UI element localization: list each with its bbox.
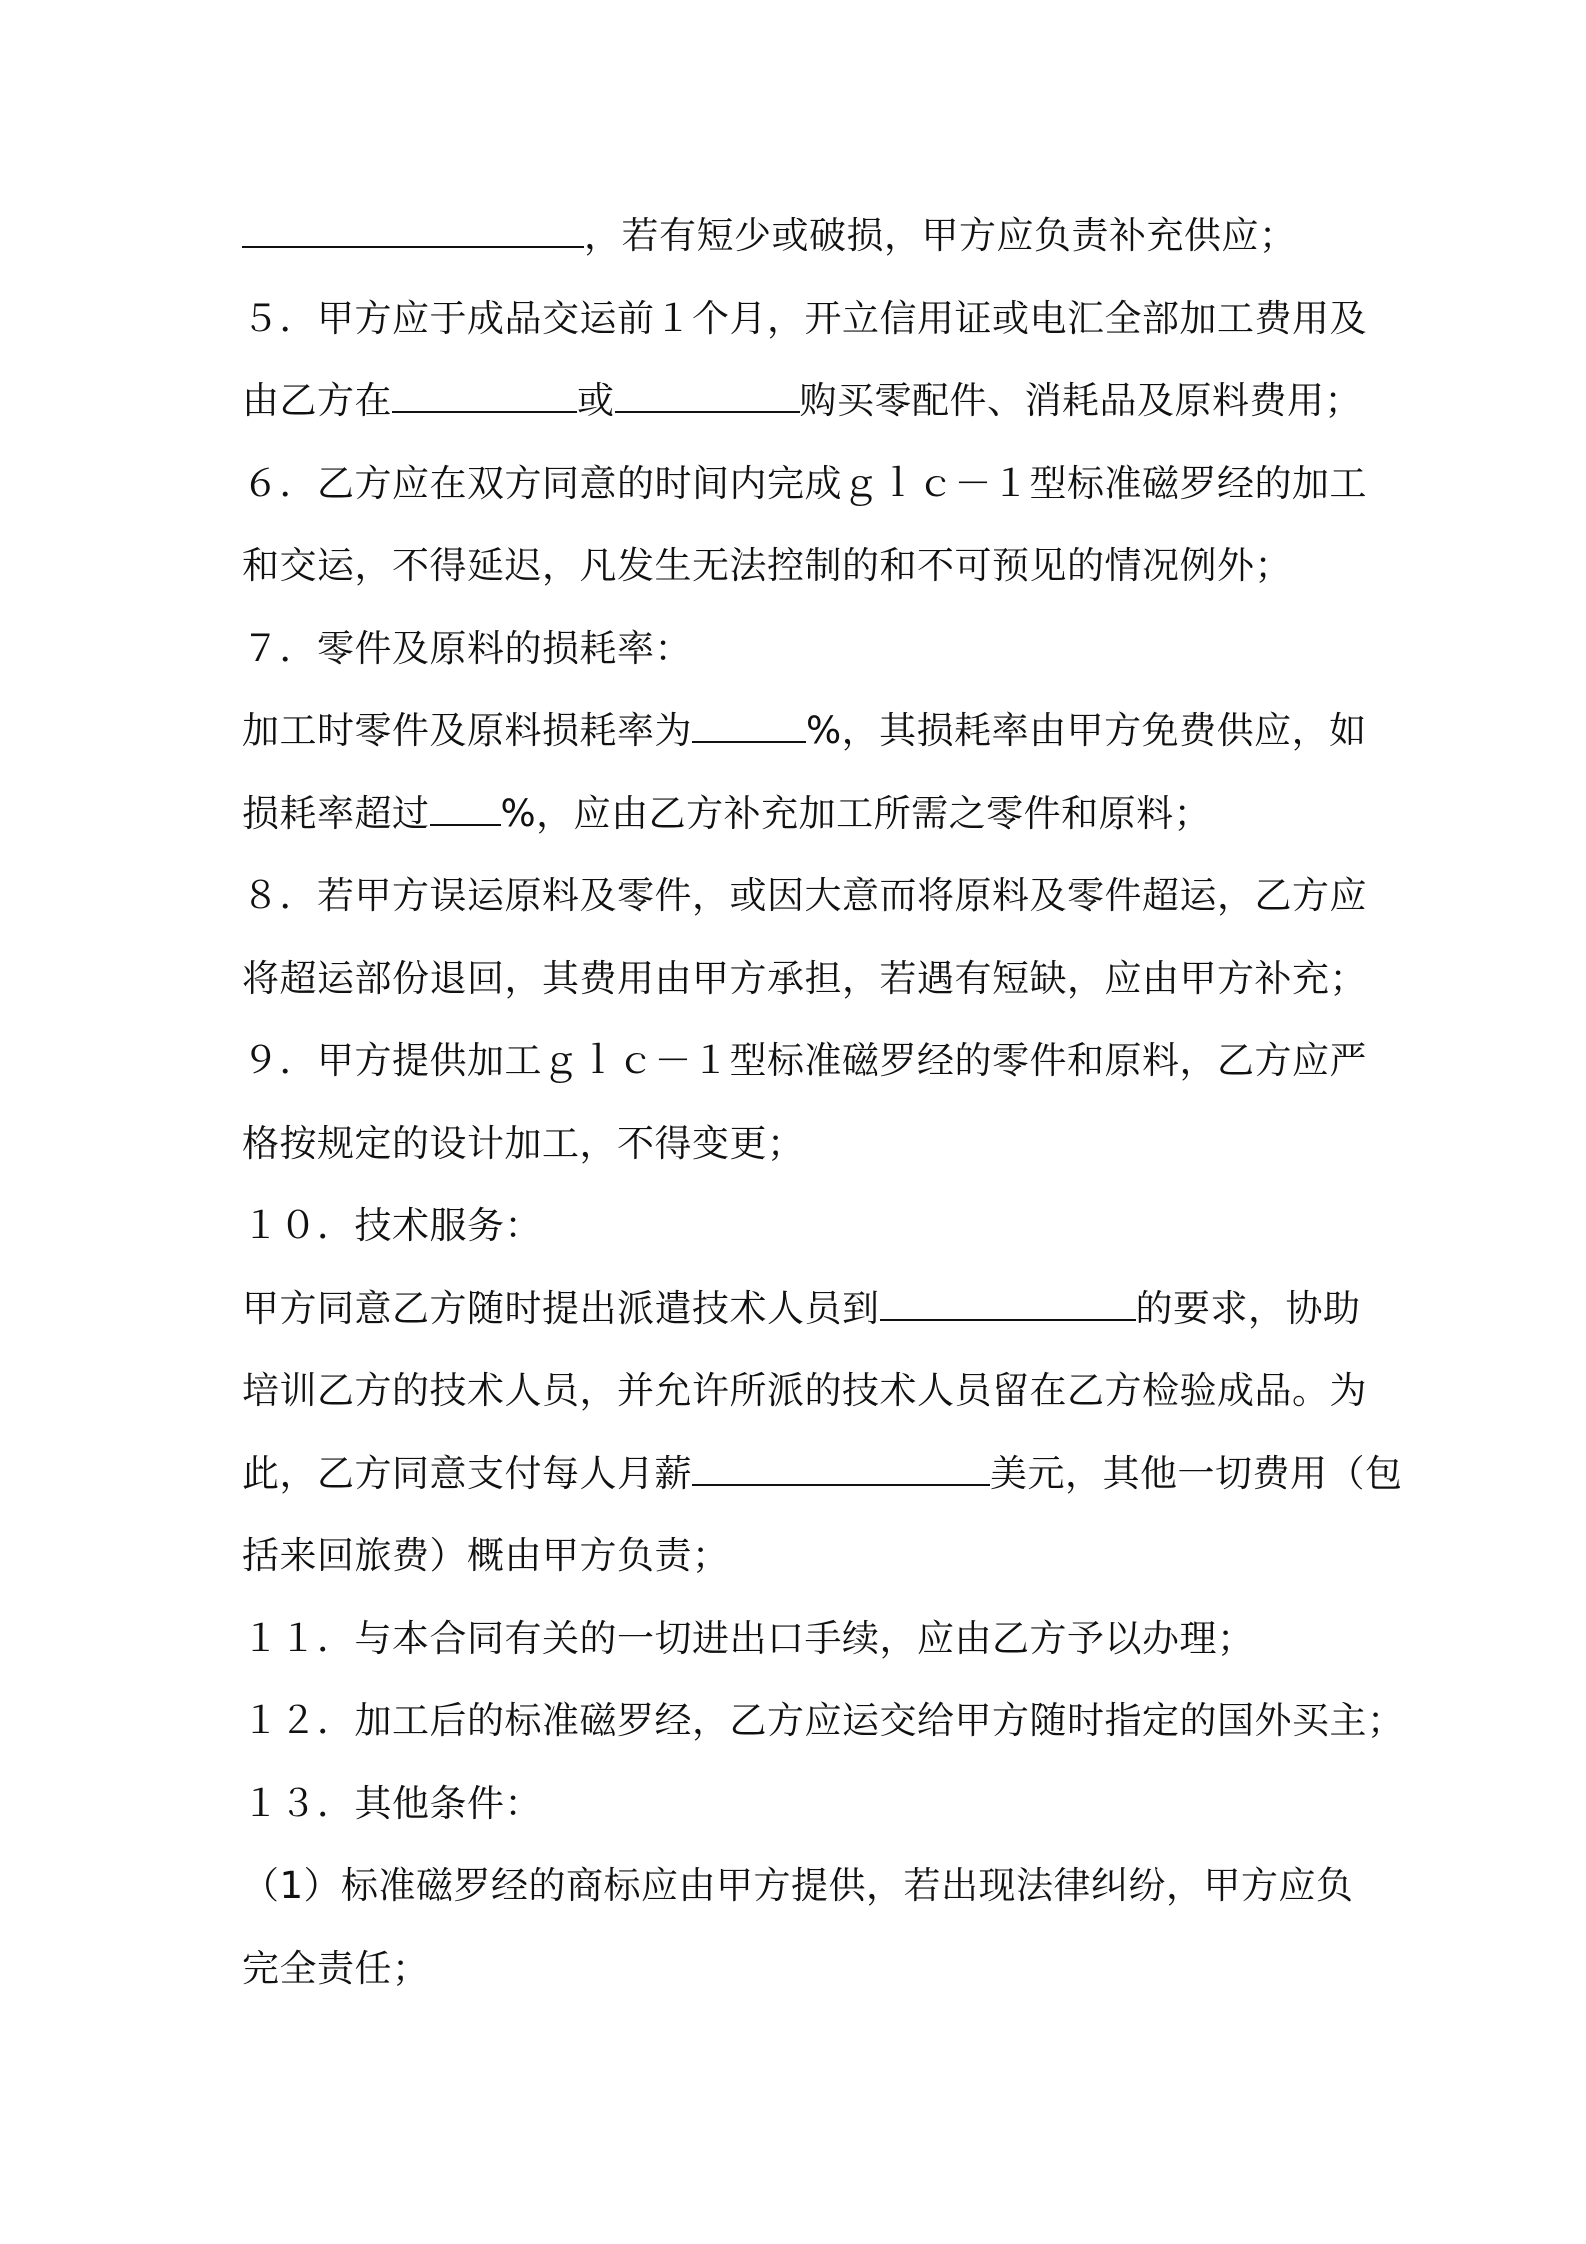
clause-12-line xyxy=(242,1680,1405,1763)
line-text: 或 xyxy=(577,379,615,422)
line-text: 甲方同意乙方随时提出派遣技术人员到 xyxy=(242,1286,880,1330)
text-line xyxy=(242,1433,1403,1516)
line-text: １３．其他条件： xyxy=(242,1781,542,1825)
text-line xyxy=(242,938,1367,1021)
line-text: 加工时零件及原料损耗率为 xyxy=(242,709,692,752)
line-text: ５．甲方应于成品交运前１个月，开立信用证或电汇全部加工费用及 xyxy=(242,296,1367,340)
clause-13-line xyxy=(242,1763,1362,1846)
text-line xyxy=(242,1103,1362,1186)
line-text: 损耗率超过 xyxy=(242,791,430,835)
clause-6-line xyxy=(242,443,1367,526)
text-line xyxy=(242,195,1362,278)
line-text: （1）标准磁罗经的商标应由甲方提供，若出现法律纠纷，甲方应负 xyxy=(242,1864,1354,1907)
line-text: ７．零件及原料的损耗率： xyxy=(242,626,692,670)
line-text: 购买零配件、消耗品及原料费用； xyxy=(799,379,1362,422)
text-line xyxy=(242,1268,1362,1351)
line-text: 括来回旅费）概由甲方负责； xyxy=(242,1534,730,1577)
line-text: ９．甲方提供加工ｇｌｃ－１型标准磁罗经的零件和原料，乙方应严 xyxy=(242,1039,1367,1082)
fill-in-blank[interactable] xyxy=(692,1438,990,1486)
clause-5-line xyxy=(242,278,1367,361)
line-text: 此，乙方同意支付每人月薪 xyxy=(242,1451,692,1495)
line-text: 格按规定的设计加工，不得变更； xyxy=(242,1121,805,1165)
line-text: ，若有短少或破损，甲方应负责补充供应； xyxy=(584,214,1297,257)
fill-in-blank[interactable] xyxy=(430,778,501,826)
line-text: 和交运，不得延迟，凡发生无法控制的和不可预见的情况例外； xyxy=(242,544,1292,587)
clause-13-1-line xyxy=(242,1845,1362,1928)
document-page xyxy=(242,195,1405,2010)
line-text: ８．若甲方误运原料及零件，或因大意而将原料及零件超运，乙方应 xyxy=(242,874,1367,917)
line-text: ６．乙方应在双方同意的时间内完成ｇｌｃ－１型标准磁罗经的加工 xyxy=(242,461,1367,505)
line-text: 美元，其他一切费用（包 xyxy=(990,1451,1403,1495)
line-text: 将超运部份退回，其费用由甲方承担，若遇有短缺，应由甲方补充； xyxy=(242,956,1367,1000)
fill-in-blank[interactable] xyxy=(615,365,800,413)
text-line xyxy=(242,1350,1367,1433)
text-line xyxy=(242,1515,1362,1598)
line-text: 由乙方在 xyxy=(242,379,392,422)
clause-11-line xyxy=(242,1598,1362,1681)
fill-in-blank[interactable] xyxy=(242,200,584,248)
clause-8-line xyxy=(242,855,1367,938)
fill-in-blank[interactable] xyxy=(880,1273,1136,1321)
line-text: １２．加工后的标准磁罗经，乙方应运交给甲方随时指定的国外买主； xyxy=(242,1699,1405,1742)
text-line xyxy=(242,360,1362,443)
line-text: 培训乙方的技术人员，并允许所派的技术人员留在乙方检验成品。为 xyxy=(242,1369,1367,1412)
text-line xyxy=(242,525,1362,608)
clause-10-line xyxy=(242,1185,1362,1268)
line-text: 完全责任； xyxy=(242,1946,430,1990)
text-line xyxy=(242,773,1362,856)
line-text: %，应由乙方补充加工所需之零件和原料； xyxy=(500,791,1212,835)
line-text: 的要求，协助 xyxy=(1135,1286,1361,1330)
clause-7-line xyxy=(242,608,1362,691)
text-line xyxy=(242,1928,1362,2011)
text-line xyxy=(242,690,1367,773)
clause-9-line xyxy=(242,1020,1367,1103)
line-text: %，其损耗率由甲方免费供应，如 xyxy=(806,709,1367,752)
line-text: １１．与本合同有关的一切进出口手续，应由乙方予以办理； xyxy=(242,1616,1255,1660)
fill-in-blank[interactable] xyxy=(392,365,577,413)
fill-in-blank[interactable] xyxy=(692,695,806,743)
line-text: １０．技术服务： xyxy=(242,1204,542,1247)
